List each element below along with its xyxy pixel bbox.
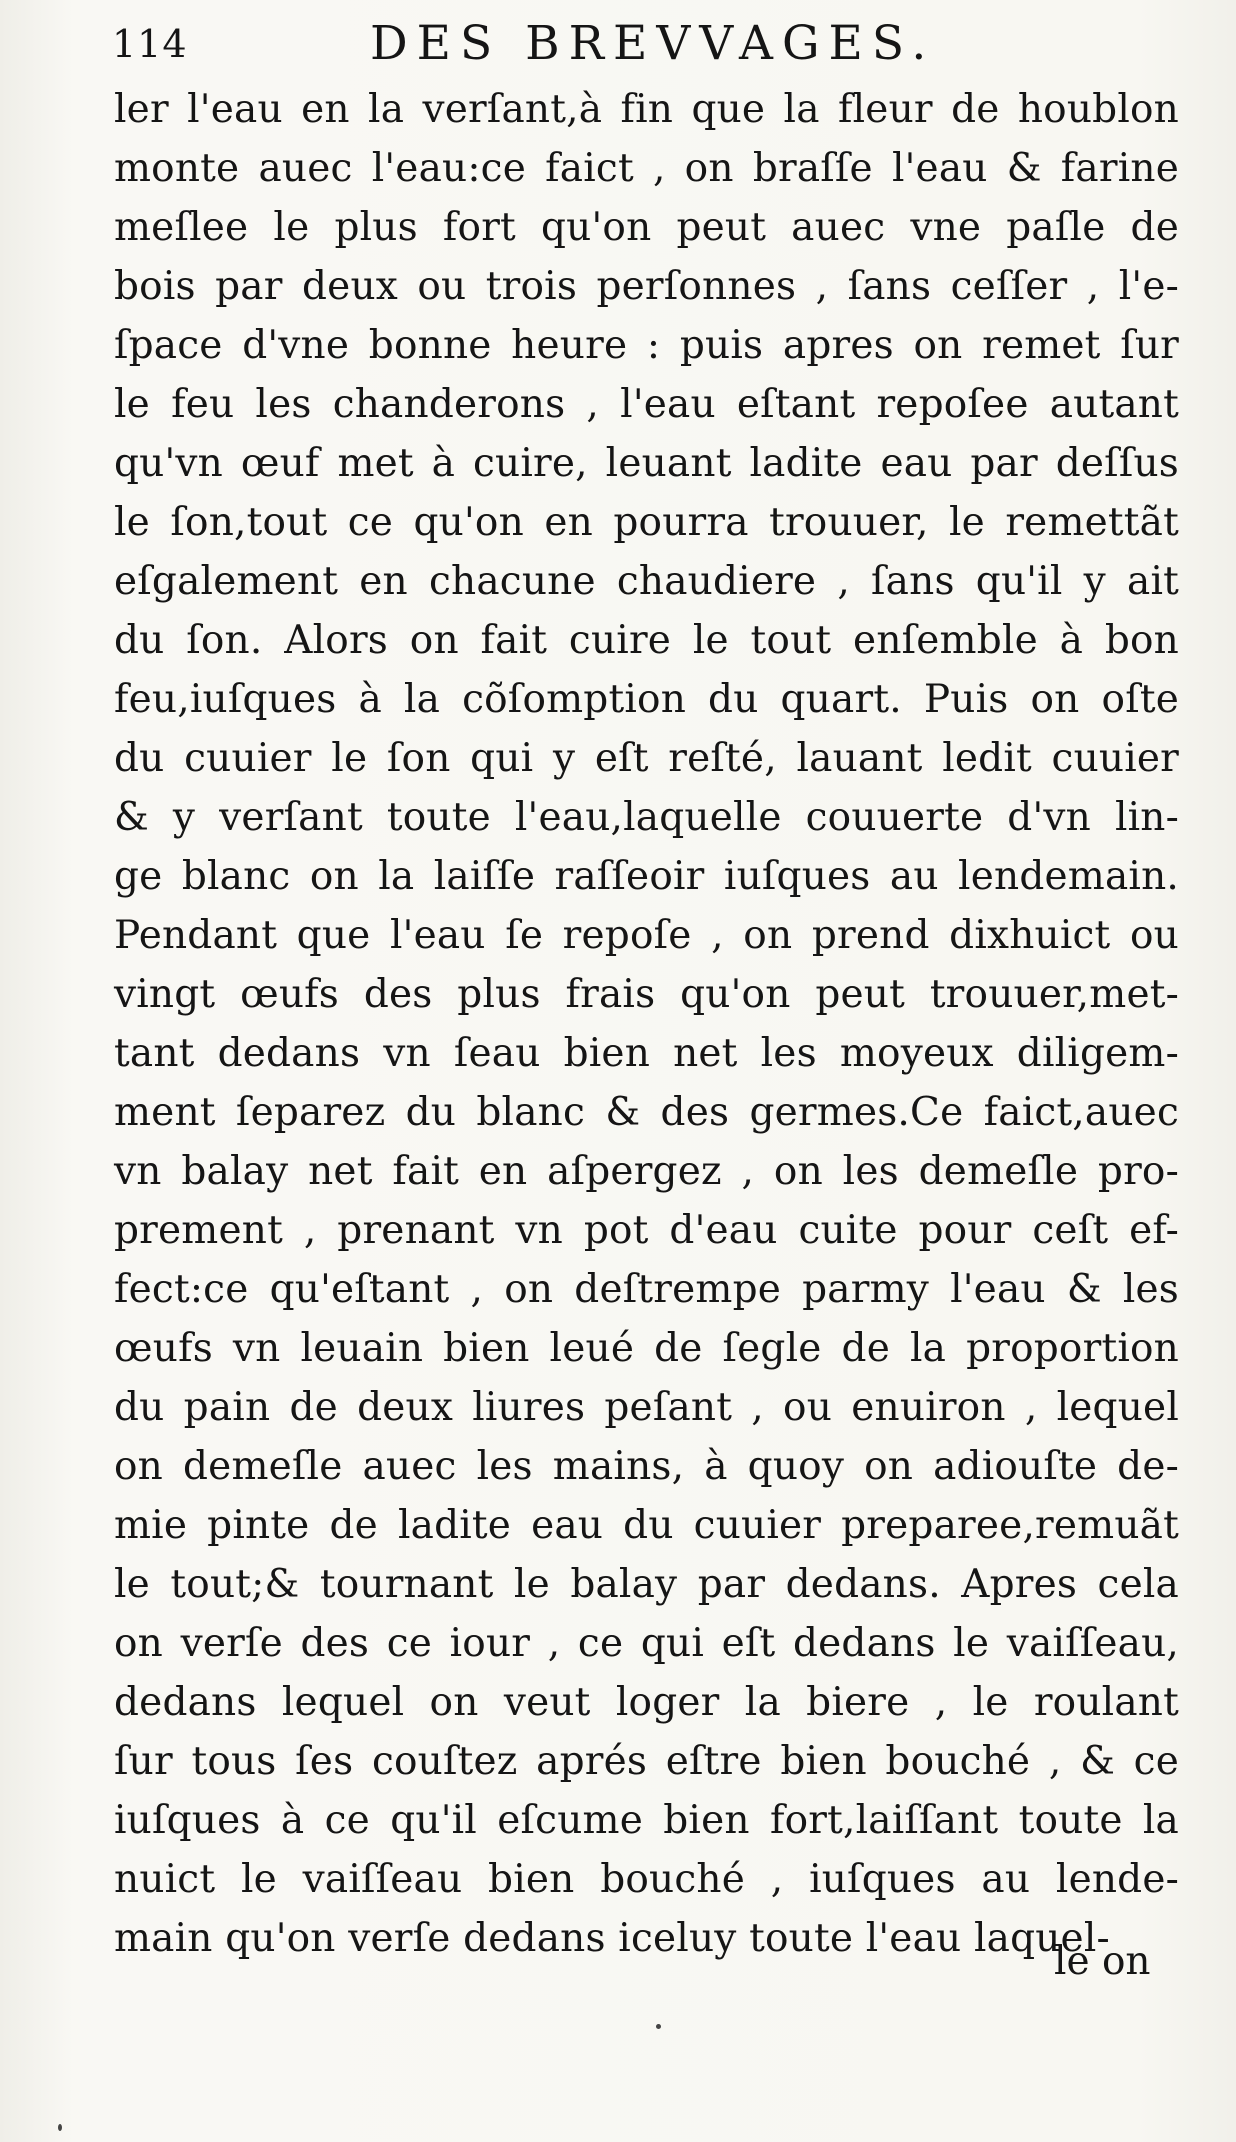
text-line: dedans lequel on veut loger la biere , le roulant <box>114 1680 1179 1725</box>
text-line: ler l'eau en la verſant,à fin que la fleur de houblon <box>114 87 1179 132</box>
ink-speck <box>656 2024 661 2029</box>
text-line: vn balay net fait en aſpergez , on les demeſle pro- <box>114 1149 1179 1194</box>
running-title: DES BREVVAGES. <box>370 16 936 71</box>
text-line: ſpace d'vne bonne heure : puis apres on remet ſur <box>114 323 1179 368</box>
catchword: le on <box>1054 1939 1151 1984</box>
text-line: tant dedans vn ſeau bien net les moyeux diligem- <box>114 1031 1179 1076</box>
page-number: 114 <box>112 22 188 66</box>
text-line: eſgalement en chacune chaudiere , ſans qu'il y ait <box>114 559 1179 604</box>
running-head <box>0 14 1236 74</box>
text-line: fect:ce qu'eſtant , on deſtrempe parmy l'eau & les <box>114 1267 1179 1312</box>
text-line: le ſon,tout ce qu'on en pourra trouuer, le remettãt <box>114 500 1179 545</box>
text-line: main qu'on verſe dedans iceluy toute l'eau laquel- <box>114 1916 1110 1961</box>
text-line: ge blanc on la laiſſe raſſeoir iuſques au lendemain. <box>114 854 1179 899</box>
text-line: vingt œufs des plus frais qu'on peut trouuer,met- <box>114 972 1179 1017</box>
text-line: feu,iuſques à la cõſomption du quart. Puis on oſte <box>114 677 1179 722</box>
text-line: du ſon. Alors on fait cuire le tout enſemble à bon <box>114 618 1179 663</box>
text-line: le feu les chanderons , l'eau eſtant repoſee autant <box>114 382 1179 427</box>
text-line: iuſques à ce qu'il eſcume bien fort,laiſſant toute la <box>114 1798 1179 1843</box>
text-line: du pain de deux liures peſant , ou enuiron , lequel <box>114 1385 1179 1430</box>
text-line: du cuuier le ſon qui y eſt reſté, lauant ledit cuuier <box>114 736 1179 781</box>
text-line: le tout;& tournant le balay par dedans. Apres cela <box>114 1562 1179 1607</box>
text-line: œufs vn leuain bien leué de ſegle de la proportion <box>114 1326 1179 1371</box>
text-line: mie pinte de ladite eau du cuuier preparee,remuãt <box>114 1503 1179 1548</box>
text-line: on verſe des ce iour , ce qui eſt dedans le vaiſſeau, <box>114 1621 1179 1666</box>
text-line: ment ſeparez du blanc & des germes.Ce faict,auec <box>114 1090 1179 1135</box>
body-text <box>114 80 1179 1968</box>
text-line: monte auec l'eau:ce faict , on braſſe l'eau & farine <box>114 146 1179 191</box>
text-line: on demeſle auec les mains, à quoy on adiouſte de- <box>114 1444 1179 1489</box>
ink-speck <box>58 2124 62 2131</box>
text-line: ſur tous ſes couſtez aprés eſtre bien bouché , & ce <box>114 1739 1179 1784</box>
text-line: bois par deux ou trois perſonnes , ſans ceſſer , l'e- <box>114 264 1179 309</box>
text-line: qu'vn œuf met à cuire, leuant ladite eau par deſſus <box>114 441 1179 486</box>
text-line: Pendant que l'eau ſe repoſe , on prend dixhuict ou <box>114 913 1179 958</box>
text-line: meſlee le plus fort qu'on peut auec vne paſle de <box>114 205 1179 250</box>
text-line: nuict le vaiſſeau bien bouché , iuſques au lende- <box>114 1857 1179 1902</box>
text-line: prement , prenant vn pot d'eau cuite pour ceſt ef- <box>114 1208 1179 1253</box>
text-line: & y verſant toute l'eau,laquelle couuerte d'vn lin- <box>114 795 1179 840</box>
